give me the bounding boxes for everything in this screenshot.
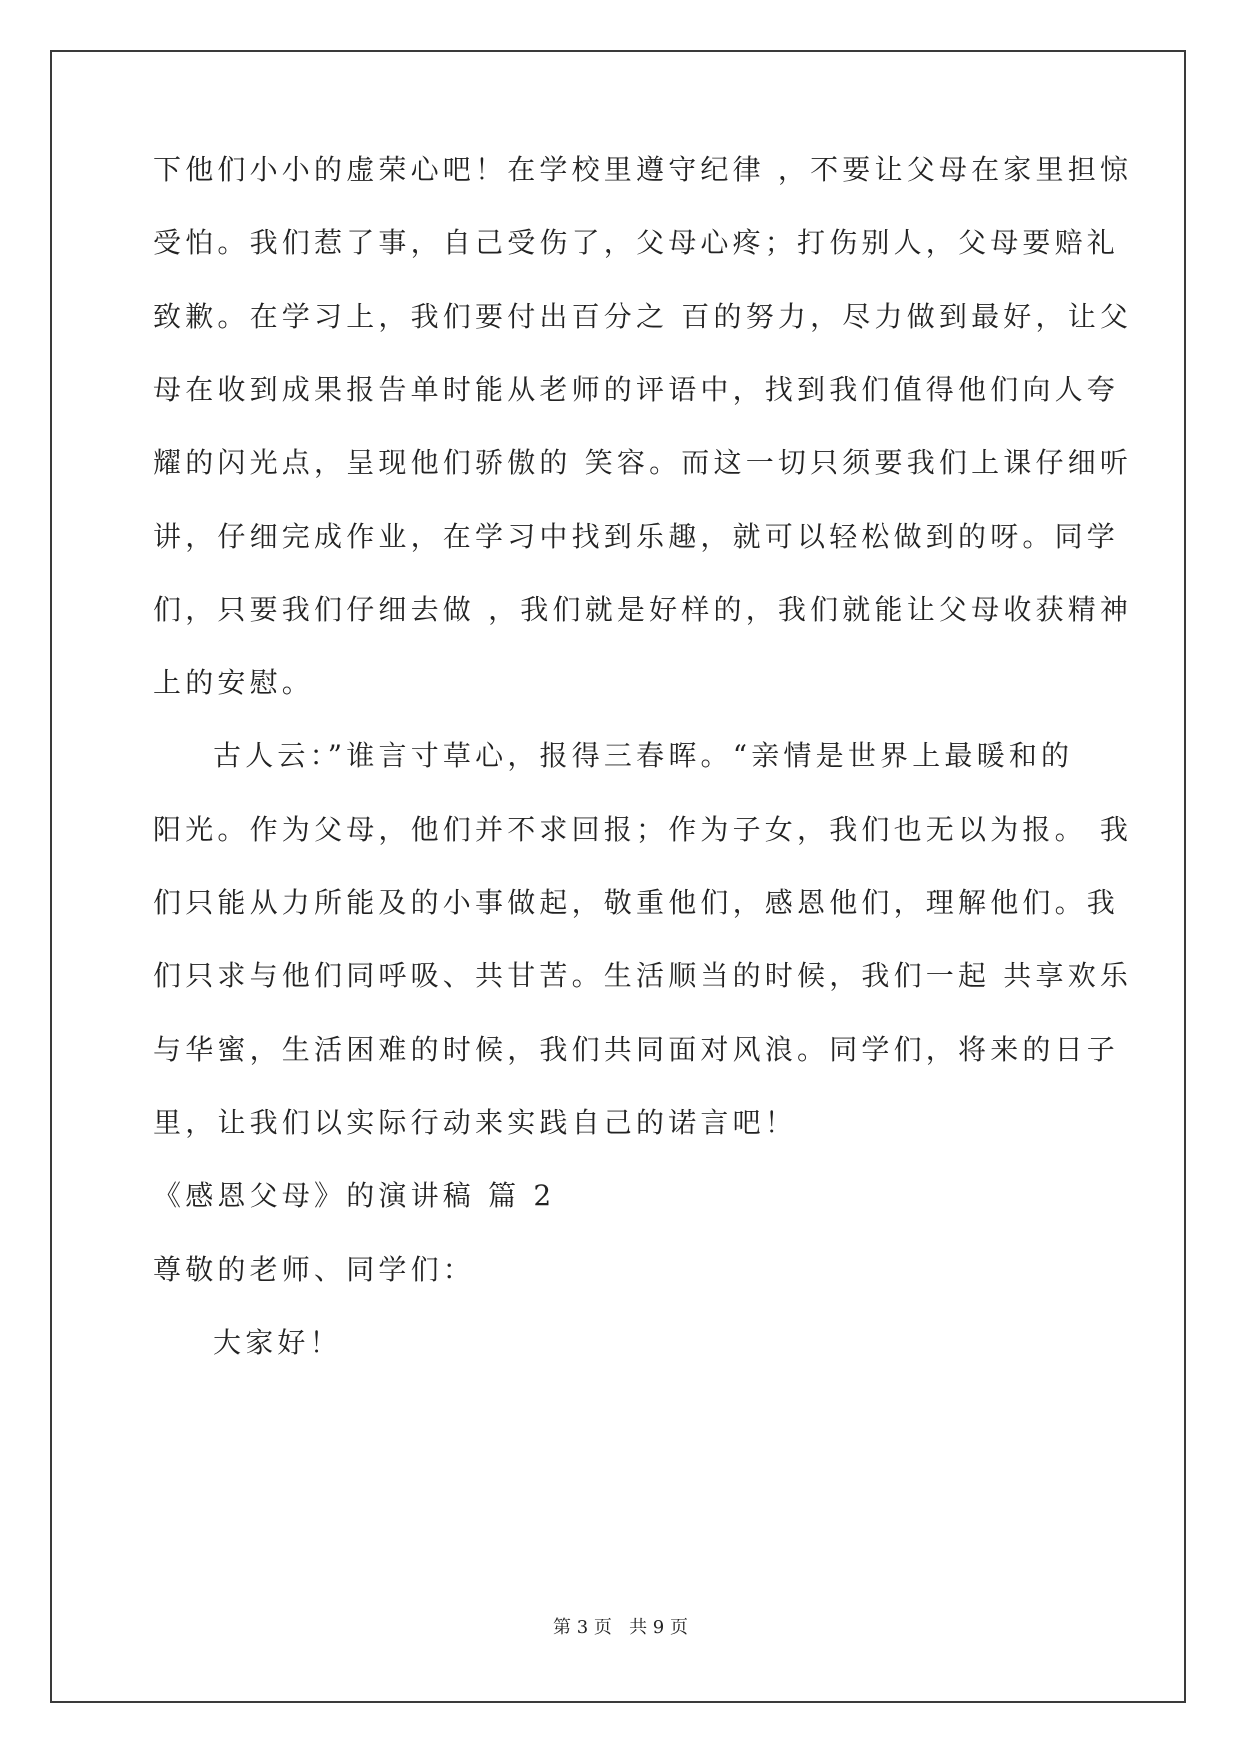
paragraph-line: 受怕。我们惹了事，自己受伤了，父母心疼；打伤别人，父母要赔礼 <box>153 226 1120 259</box>
paragraph-line: 下他们小小的虚荣心吧！在学校里遵守纪律 ，不要让父母在家里担惊 <box>153 153 1133 186</box>
paragraph-line: 们，只要我们仔细去做 ，我们就是好样的，我们就能让父母收获精神 <box>153 593 1133 626</box>
paragraph-line: 古人云：”谁言寸草心，报得三春晖。“亲情是世界上最暖和的 <box>213 739 1074 772</box>
paragraph-line: 与华蜜，生活困难的时候，我们共同面对风浪。同学们，将来的日子 <box>153 1033 1120 1066</box>
paragraph-line: 们只求与他们同呼吸、共甘苦。生活顺当的时候，我们一起 共享欢乐 <box>153 959 1133 992</box>
paragraph-line: 致歉。在学习上，我们要付出百分之 百的努力，尽力做到最好，让父 <box>153 300 1133 333</box>
page-footer: 第 3 页 共 9 页 <box>553 1617 688 1638</box>
salutation: 尊敬的老师、同学们： <box>153 1253 476 1286</box>
paragraph-line: 们只能从力所能及的小事做起，敬重他们，感恩他们，理解他们。我 <box>153 886 1120 919</box>
paragraph-line: 阳光。作为父母，他们并不求回报；作为子女，我们也无以为报。 我 <box>153 813 1133 846</box>
paragraph-line: 耀的闪光点，呈现他们骄傲的 笑容。而这一切只须要我们上课仔细听 <box>153 446 1133 479</box>
greeting: 大家好！ <box>213 1326 342 1359</box>
paragraph-line: 母在收到成果报告单时能从老师的评语中，找到我们值得他们向人夸 <box>153 373 1120 406</box>
paragraph-line: 讲，仔细完成作业，在学习中找到乐趣，就可以轻松做到的呀。同学 <box>153 520 1120 553</box>
paragraph-line: 里，让我们以实际行动来实践自己的诺言吧！ <box>153 1106 798 1139</box>
paragraph-line: 上的安慰。 <box>153 666 315 699</box>
section-heading: 《感恩父母》的演讲稿 篇 2 <box>153 1179 556 1212</box>
